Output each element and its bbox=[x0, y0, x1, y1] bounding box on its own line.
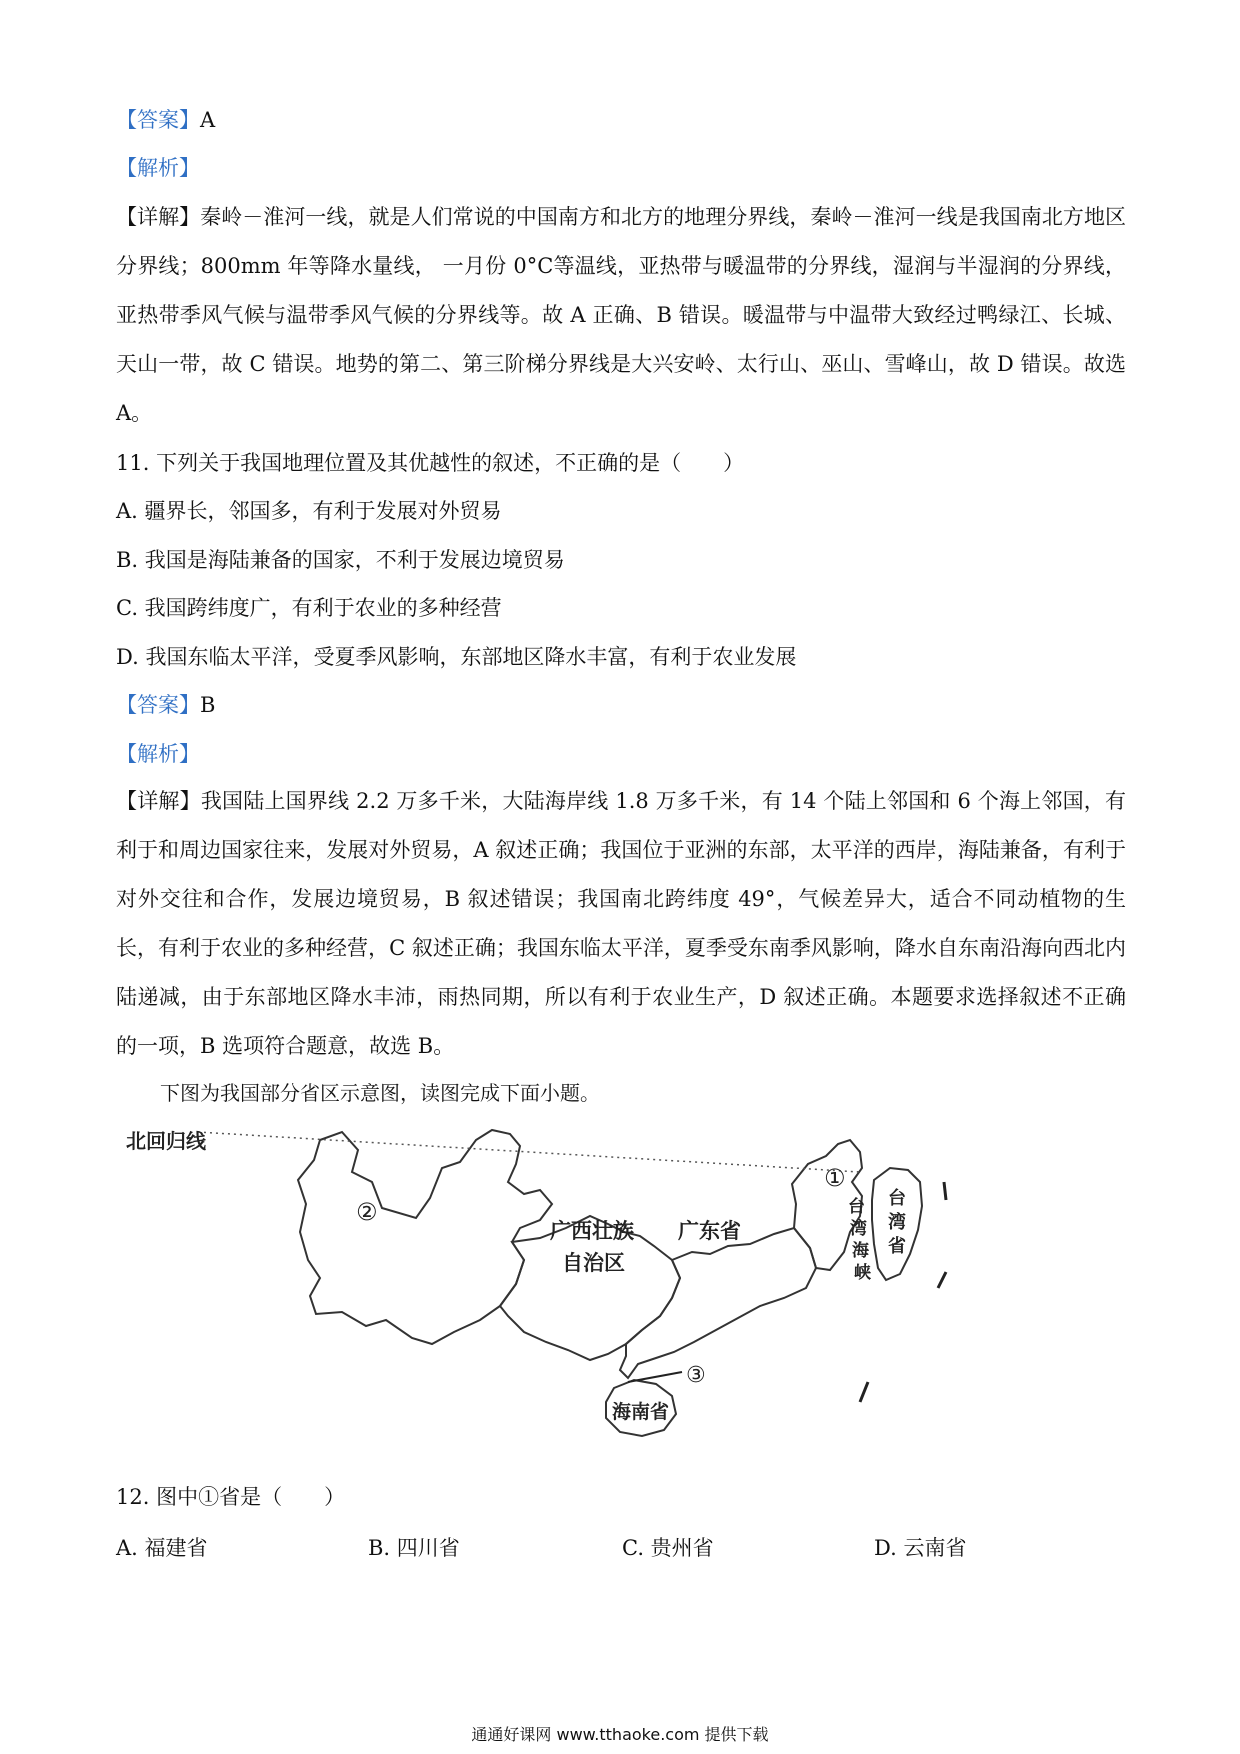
answer-tag: 【答案】 bbox=[116, 108, 200, 132]
tropic-of-cancer-line bbox=[198, 1132, 860, 1172]
marker-2: ② bbox=[356, 1198, 378, 1226]
q10-analysis-tag: 【解析】 bbox=[116, 156, 200, 180]
q12-stem: 12. 图中①省是（ ） bbox=[116, 1485, 346, 1509]
q11-option-c: C. 我国跨纬度广，有利于农业的多种经营 bbox=[116, 596, 502, 620]
strait-char-2: 湾 bbox=[850, 1219, 867, 1239]
guangdong-outline bbox=[620, 1228, 816, 1378]
answer-tag: 【答案】 bbox=[116, 693, 200, 717]
answer-value: B bbox=[200, 693, 216, 717]
tropic-label: 北回归线 bbox=[126, 1129, 206, 1153]
strait-char-3: 海 bbox=[852, 1241, 869, 1261]
hainan-label: 海南省 bbox=[612, 1401, 670, 1423]
marker-1: ① bbox=[824, 1164, 846, 1192]
q11-detail bbox=[116, 777, 1126, 1071]
province-map bbox=[120, 1120, 980, 1470]
guangxi-label-2: 自治区 bbox=[562, 1251, 625, 1275]
guangdong-label: 广东省 bbox=[678, 1219, 741, 1243]
marker-3-pointer bbox=[628, 1372, 682, 1382]
strait-char-1: 台 bbox=[848, 1197, 865, 1217]
q12-option-a: A. 福建省 bbox=[116, 1536, 208, 1560]
q12-option-b: B. 四川省 bbox=[368, 1536, 460, 1560]
detail-text: 我国陆上国界线 2.2 万多千米，大陆海岸线 1.8 万多千米，有 14 个陆上邻国和 6 个海上邻国，有利于和周边国家往来，发展对外贸易，A 叙述正确；我国位于亚洲的东部，太平洋的西岸，海陆兼备，有利于对外交往和合作，发展边境贸易，B 叙述错误；我国南北跨纬度 49°，气候差异大，适合不同动植物的生长，有利于农业的多种经营，C 叙述正确；我国东临太平洋，夏季受东南季风影响，降水自东南沿海向西北内陆递减，由于东部地区降水丰沛，雨热同期，所以有利于农业生产，D 叙述正确。本题要求选择叙述不正确的一项，B 选项符合题意，故选 B。 bbox=[116, 789, 1126, 1058]
q11-option-b: B. 我国是海陆兼备的国家，不利于发展边境贸易 bbox=[116, 548, 565, 572]
guangxi-label-1: 广西壮族 bbox=[550, 1219, 634, 1243]
detail-tag: 【详解】 bbox=[116, 205, 201, 229]
island-mark-3 bbox=[860, 1382, 868, 1402]
q10-answer-line bbox=[116, 106, 215, 134]
detail-text: 秦岭－淮河一线，就是人们常说的中国南方和北方的地理分界线，秦岭－淮河一线是我国南北方地区分界线；800mm 年等降水量线， 一月份 0°C等温线，亚热带与暖温带的分界线，湿润与半湿润的分界线，亚热带季风气候与温带季风气候的分界线等。故 A 正确、B 错误。暖温带与中温带大致经过鸭绿江、长城、天山一带，故 C 错误。地势的第二、第三阶梯分界线是大兴安岭、太行山、巫山、雪峰山，故 D 错误。故选 A。 bbox=[116, 205, 1126, 425]
q11-analysis-tag: 【解析】 bbox=[116, 742, 200, 766]
region-2-outline bbox=[298, 1130, 552, 1344]
taiwan-label bbox=[888, 1187, 906, 1257]
marker-3: ③ bbox=[686, 1363, 706, 1388]
taiwan-char-1: 台 bbox=[888, 1188, 906, 1209]
q12-option-c: C. 贵州省 bbox=[622, 1536, 714, 1560]
taiwan-strait-label bbox=[848, 1196, 871, 1283]
map-intro: 下图为我国部分省区示意图，读图完成下面小题。 bbox=[160, 1081, 600, 1105]
answer-value: A bbox=[200, 108, 216, 132]
island-mark-1 bbox=[944, 1182, 946, 1200]
island-mark-2 bbox=[938, 1272, 946, 1288]
q11-option-a: A. 疆界长，邻国多，有利于发展对外贸易 bbox=[116, 499, 502, 523]
strait-char-4: 峡 bbox=[854, 1263, 871, 1283]
q11-answer-line bbox=[116, 691, 215, 719]
q12-option-d: D. 云南省 bbox=[874, 1536, 967, 1560]
q12-options bbox=[116, 1532, 1126, 1562]
taiwan-char-2: 湾 bbox=[888, 1212, 906, 1233]
q10-detail bbox=[116, 193, 1126, 438]
detail-tag: 【详解】 bbox=[116, 789, 201, 813]
q11-option-d: D. 我国东临太平洋，受夏季风影响，东部地区降水丰富，有利于农业发展 bbox=[116, 645, 797, 669]
footer-source: 通通好课网 www.tthaoke.com 提供下载 bbox=[471, 1725, 769, 1744]
taiwan-char-3: 省 bbox=[888, 1236, 906, 1257]
q11-stem: 11. 下列关于我国地理位置及其优越性的叙述，不正确的是（ ） bbox=[116, 451, 745, 475]
